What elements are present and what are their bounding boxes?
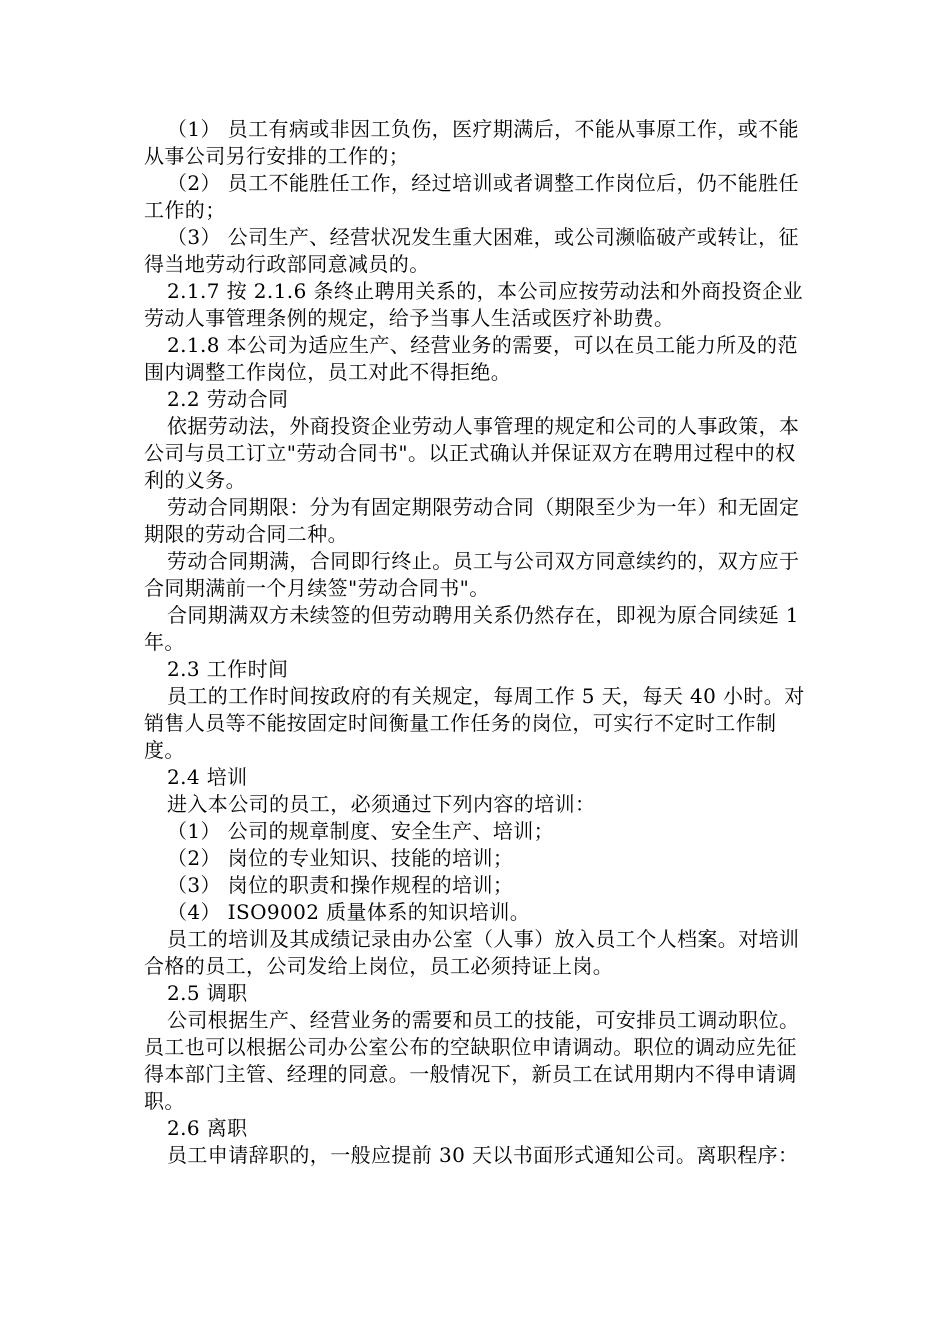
paragraph: 合同期满双方未续签的但劳动聘用关系仍然存在，即视为原合同续延 1 年。 (144, 603, 799, 654)
paragraph: 劳动合同期限：分为有固定期限劳动合同（期限至少为一年）和无固定期限的劳动合同二种。 (144, 495, 800, 546)
paragraph: 员工申请辞职的，一般应提前 30 天以书面形式通知公司。离职程序： (167, 1143, 799, 1167)
list-item-2: （2） 员工不能胜任工作，经过培训或者调整工作岗位后，仍不能胜任工作的； (144, 171, 799, 222)
section-heading-2-4: 2.4 培训 (167, 765, 248, 789)
clause-2-1-7: 2.1.7 按 2.1.6 条终止聘用关系的，本公司应按劳动法和外商投资企业劳动人事管理条例的规定，给予当事人生活或医疗补助费。 (144, 279, 804, 330)
clause-2-1-8: 2.1.8 本公司为适应生产、经营业务的需要，可以在员工能力所及的范围内调整工作岗位，员工对此不得拒绝。 (144, 333, 798, 384)
list-item-training-4: （4） ISO9002 质量体系的知识培训。 (167, 900, 531, 924)
list-item-3: （3） 公司生产、经营状况发生重大困难，或公司濒临破产或转让，征得当地劳动行政部同意减员的。 (144, 225, 799, 276)
list-item-training-2: （2） 岗位的专业知识、技能的培训； (167, 846, 514, 870)
list-item-1: （1） 员工有病或非因工负伤，医疗期满后，不能从事原工作，或不能从事公司另行安排的工作的； (144, 117, 799, 168)
paragraph: 依据劳动法，外商投资企业劳动人事管理的规定和公司的人事政策，本公司与员工订立"劳动合同书"。以正式确认并保证双方在聘用过程中的权利的义务。 (144, 414, 800, 492)
document-body (144, 116, 810, 1169)
paragraph: 员工的工作时间按政府的有关规定，每周工作 5 天，每天 40 小时。对销售人员等不能按固定时间衡量工作任务的岗位，可实行不定时工作制度。 (144, 684, 805, 762)
section-heading-2-6: 2.6 离职 (167, 1116, 248, 1140)
section-heading-2-2: 2.2 劳动合同 (167, 387, 289, 411)
list-item-training-1: （1） 公司的规章制度、安全生产、培训； (167, 819, 555, 843)
paragraph: 进入本公司的员工，必须通过下列内容的培训： (167, 792, 596, 816)
section-heading-2-5: 2.5 调职 (167, 981, 248, 1005)
list-item-training-3: （3） 岗位的职责和操作规程的培训； (167, 873, 514, 897)
paragraph: 公司根据生产、经营业务的需要和员工的技能，可安排员工调动职位。员工也可以根据公司办公室公布的空缺职位申请调动。职位的调动应先征得本部门主管、经理的同意。一般情况下，新员工在试用期内不得申请调职。 (144, 1008, 800, 1113)
section-heading-2-3: 2.3 工作时间 (167, 657, 289, 681)
paragraph: 员工的培训及其成绩记录由办公室（人事）放入员工个人档案。对培训合格的员工，公司发给上岗位，员工必须持证上岗。 (144, 927, 800, 978)
paragraph: 劳动合同期满，合同即行终止。员工与公司双方同意续约的，双方应于合同期满前一个月续签"劳动合同书"。 (144, 549, 800, 600)
